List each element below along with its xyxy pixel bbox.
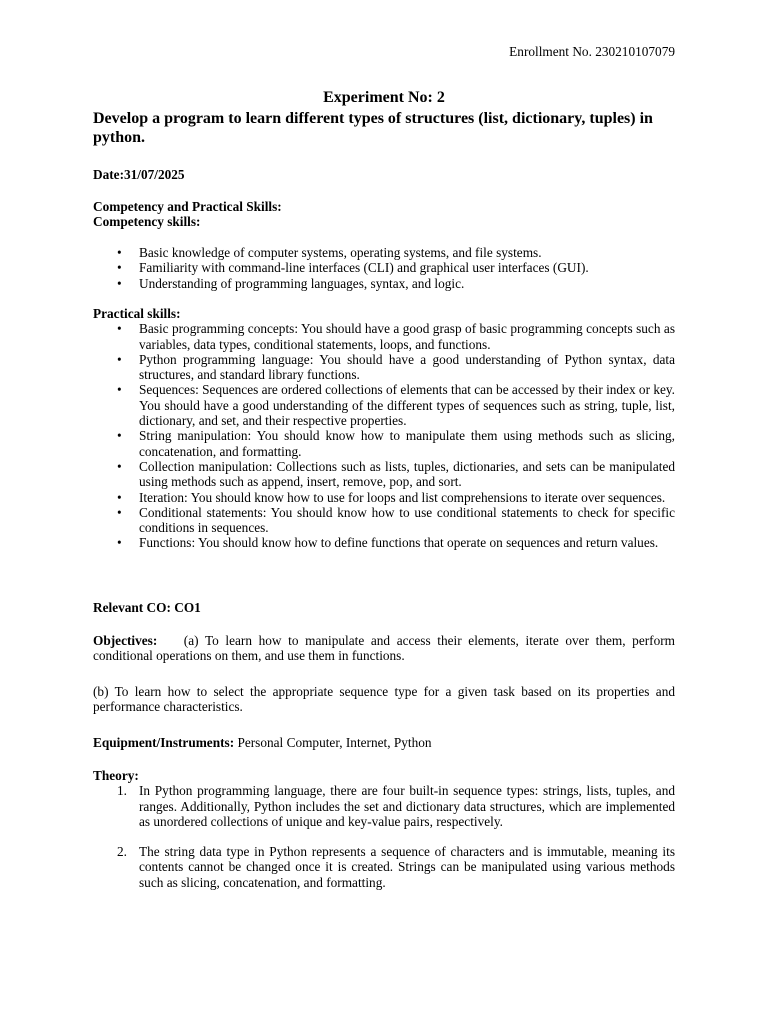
- practical-heading: Practical skills:: [93, 306, 181, 321]
- objective-b: (b) To learn how to select the appropriate sequence type for a given task based on its properties and performance characteristics.: [93, 684, 675, 715]
- list-item: • Collection manipulation: Collections such as lists, tuples, dictionaries, and sets can be manipulated using methods such as append, insert, remove, pop, and sort.: [117, 458, 675, 490]
- bullet-icon: •: [117, 428, 122, 444]
- theory-section: [93, 768, 675, 890]
- bullet-icon: •: [117, 245, 122, 260]
- bullet-icon: •: [117, 351, 122, 367]
- list-item: • Conditional statements: You should know how to use conditional statements to check for specific conditions in sequences.: [117, 504, 675, 536]
- list-item: • Python programming language: You should have a good understanding of Python syntax, data structures, and standard library functions.: [117, 351, 675, 383]
- list-item: • Functions: You should know how to define functions that operate on sequences and return values.: [117, 535, 659, 551]
- item-number: 1.: [117, 783, 127, 799]
- list-item: • Sequences: Sequences are ordered collections of elements that can be accessed by their index or key. You should have a good understanding of the different types of sequences such as string, tuple, list, dictionary, and set, and their respective properties.: [117, 382, 675, 429]
- list-item: • Basic knowledge of computer systems, operating systems, and file systems.: [117, 245, 542, 260]
- list-item: 1. In Python programming language, there are four built-in sequence types: strings, lists, tuples, and ranges. Additionally, Python includes the set and dictionary data structures, which are implemented as unordered collections of unique and key-value pairs, respectively.: [117, 783, 675, 829]
- bullet-icon: •: [117, 321, 122, 337]
- list-item: • Iteration: You should know how to use for loops and list comprehensions to iterate over sequences.: [117, 489, 666, 505]
- objective-a-text: (a) To learn how to manipulate and access their elements, iterate over them, perform conditional operations on them, and use them in functions.: [93, 633, 676, 664]
- list-item: • Familiarity with command-line interfaces (CLI) and graphical user interfaces (GUI).: [117, 260, 589, 276]
- objective-a: [93, 633, 675, 664]
- item-number: 2.: [117, 844, 127, 860]
- theory-heading: Theory:: [93, 768, 139, 783]
- competency-section: [93, 199, 675, 230]
- enrollment-number: Enrollment No. 230210107079: [509, 44, 675, 59]
- objectives-label: Objectives:: [93, 633, 158, 648]
- bullet-icon: •: [117, 489, 122, 505]
- bullet-icon: •: [117, 382, 122, 398]
- competency-subheading: Competency skills:: [93, 214, 201, 230]
- practical-section: [93, 306, 675, 551]
- competency-list: [93, 245, 675, 291]
- experiment-number: Experiment No: 2: [323, 89, 445, 106]
- bullet-icon: •: [117, 535, 122, 551]
- bullet-icon: •: [117, 275, 122, 291]
- equipment-value: Personal Computer, Internet, Python: [237, 735, 432, 750]
- bullet-icon: •: [117, 458, 122, 474]
- equipment-label: Equipment/Instruments:: [93, 735, 235, 750]
- list-item: • Basic programming concepts: You should have a good grasp of basic programming concepts such as variables, data types, conditional statements, loops, and functions.: [117, 321, 675, 352]
- experiment-aim: Develop a program to learn different types of structures (list, dictionary, tuples) in python.: [93, 110, 653, 146]
- relevant-co: Relevant CO: CO1: [93, 600, 201, 615]
- list-item: • String manipulation: You should know how to manipulate them using methods such as slicing, concatenation, and formatting.: [117, 428, 675, 459]
- competency-heading: Competency and Practical Skills:: [93, 199, 282, 214]
- bullet-icon: •: [117, 504, 122, 520]
- list-item: 2. The string data type in Python represents a sequence of characters and is immutable, meaning its contents cannot be changed once it is created. Strings can be manipulated using various methods such as slicing, concatenation, and formatting.: [117, 844, 675, 890]
- list-item: • Understanding of programming languages, syntax, and logic.: [117, 275, 465, 291]
- equipment: [93, 735, 675, 750]
- bullet-icon: •: [117, 260, 122, 276]
- experiment-date: Date:31/07/2025: [93, 167, 185, 182]
